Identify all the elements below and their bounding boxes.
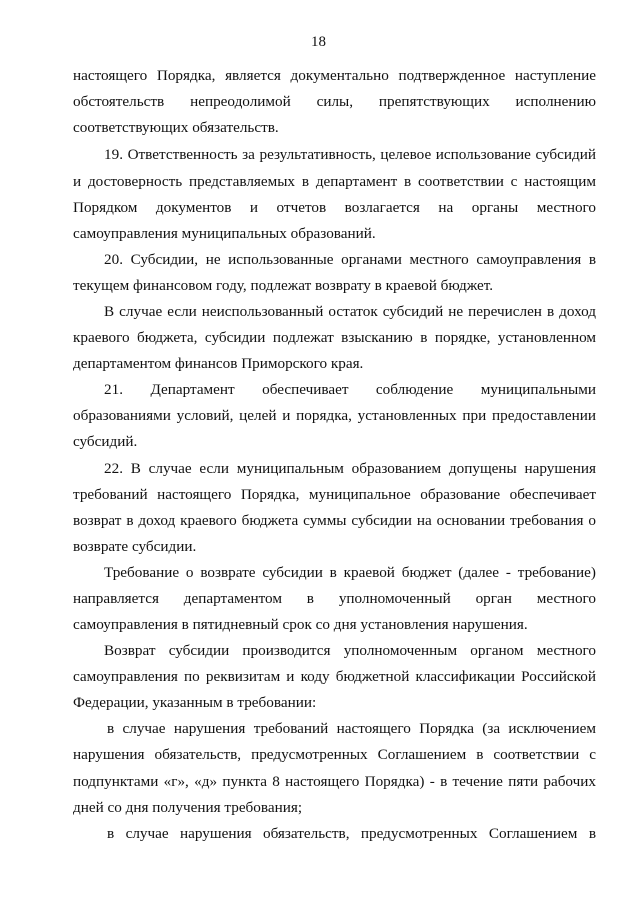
text-line: нарушения обязательств, предусмотренных Соглашением в соответствии с xyxy=(73,746,596,763)
text-line: Федерации, указанным в требовании: xyxy=(73,694,317,711)
text-line: Требование о возврате субсидии в краевой бюджет (далее - требование) xyxy=(104,564,596,581)
text-line: самоуправления в пятидневный срок со дня установления нарушения. xyxy=(73,616,528,633)
text-line: В случае если неиспользованный остаток субсидий не перечислен в доход xyxy=(104,303,596,320)
text-line: 21. Департамент обеспечивает соблюдение муниципальными xyxy=(104,381,596,398)
text-line: и достоверность представляемых в департамент в соответствии с настоящим xyxy=(73,173,596,190)
text-line: обстоятельств непреодолимой силы, препятствующих исполнению xyxy=(73,93,596,110)
text-line: в случае нарушения обязательств, предусмотренных Соглашением в xyxy=(107,825,596,842)
text-line: 22. В случае если муниципальным образованием допущены нарушения xyxy=(104,460,596,477)
text-line: субсидий. xyxy=(73,433,138,450)
text-line: дней со дня получения требования; xyxy=(73,799,303,816)
text-line: Возврат субсидии производится уполномоченным органом местного xyxy=(104,642,596,659)
text-line: 19. Ответственность за результативность, целевое использование субсидий xyxy=(104,146,596,163)
text-line: образованиями условий, целей и порядка, установленных при предоставлении xyxy=(73,407,596,424)
text-line: настоящего Порядка, является документально подтвержденное наступление xyxy=(73,67,596,84)
text-line: краевого бюджета, субсидии подлежат взысканию в порядке, установленном xyxy=(73,329,596,346)
text-line: самоуправления муниципальных образований. xyxy=(73,225,376,242)
text-line: требований настоящего Порядка, муниципальное образование обеспечивает xyxy=(73,486,596,503)
text-line: возврате субсидии. xyxy=(73,538,197,555)
text-line: соответствующих обязательств. xyxy=(73,119,279,136)
page-number: 18 xyxy=(311,34,326,50)
text-line: департаментом финансов Приморского края. xyxy=(73,355,364,372)
text-line: текущем финансовом году, подлежат возврату в краевой бюджет. xyxy=(73,277,494,294)
text-line: направляется департаментом в уполномоченный орган местного xyxy=(73,590,596,607)
text-line: в случае нарушения требований настоящего Порядка (за исключением xyxy=(107,720,596,737)
text-line: подпунктами «г», «д» пункта 8 настоящего Порядка) - в течение пяти рабочих xyxy=(73,773,596,790)
text-line: Порядком документов и отчетов возлагается на органы местного xyxy=(73,199,596,216)
text-line: самоуправления по реквизитам и коду бюджетной классификации Российской xyxy=(73,668,596,685)
text-line: 20. Субсидии, не использованные органами местного самоуправления в xyxy=(104,251,596,268)
text-line: возврат в доход краевого бюджета суммы субсидии на основании требования о xyxy=(73,512,596,529)
